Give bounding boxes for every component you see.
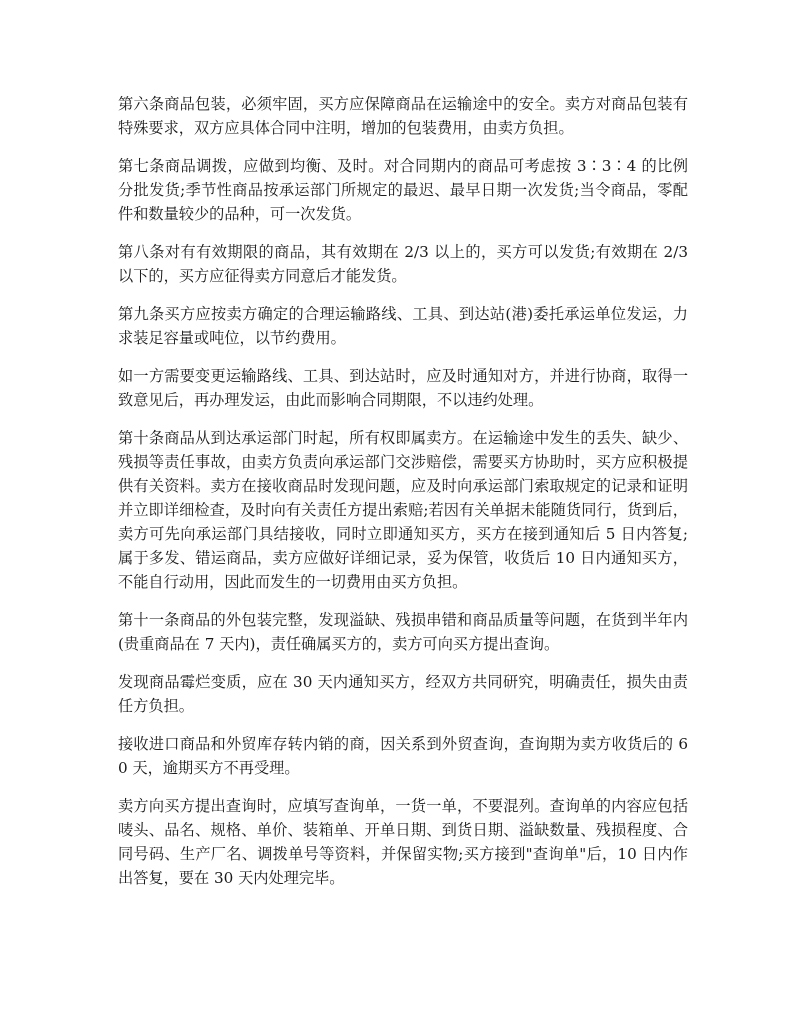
clause-7-allocation: 第七条商品调拨，应做到均衡、及时。对合同期内的商品可考虑按 3∶3∶4 的比例分批发货;季节性商品按承运部门所规定的最迟、最早日期一次发货;当令商品，零配件和数量较少的品种，可一次发货。	[118, 157, 688, 223]
clause-10-ownership: 第十条商品从到达承运部门时起，所有权即属卖方。在运输途中发生的丢失、缺少、残损等责任事故，由卖方负责向承运部门交涉赔偿，需要买方协助时，买方应积极提供有关资料。卖方在接收商品时发现问题，应及时向承运部门索取规定的记录和证明并立即详细检查，及时向有关责任方提出索赔;若因有关单据未能随货同行，货到后，卖方可先向承运部门具结接收，同时立即通知买方，买方在接到通知后 5 日内答复;属于多发、错运商品，卖方应做好详细记录，妥为保管，收货后 10 日内通知买方，不能自行动用，因此而发生的一切费用由买方负担。	[118, 429, 688, 591]
clause-11-inquiry: 第十一条商品的外包装完整，发现溢缺、残损串错和商品质量等问题，在货到半年内(贵重商品在 7 天内)，责任确属买方的，卖方可向买方提出查询。	[118, 611, 688, 653]
inquiry-form-paragraph: 卖方向买方提出查询时，应填写查询单，一货一单，不要混列。查询单的内容应包括唛头、品名、规格、单价、装箱单、开单日期、到货日期、溢缺数量、残损程度、合同号码、生产厂名、调拨单号等资料，并保留实物;买方接到"查询单"后，10 日内作出答复，要在 30 天内处理完毕。	[118, 797, 688, 887]
clause-6-packaging: 第六条商品包装，必须牢固，买方应保障商品在运输途中的安全。卖方对商品包装有特殊要求，双方应具体合同中注明，增加的包装费用，由卖方负担。	[118, 95, 688, 137]
transport-change-paragraph: 如一方需要变更运输路线、工具、到达站时，应及时通知对方，并进行协商，取得一致意见后，再办理发运，由此而影响合同期限，不以违约处理。	[118, 367, 688, 409]
import-goods-paragraph: 接收进口商品和外贸库存转内销的商，因关系到外贸查询，查询期为卖方收货后的 60 天，逾期买方不再受理。	[118, 735, 688, 777]
clause-8-validity: 第八条对有有效期限的商品，其有效期在 2/3 以上的，买方可以发货;有效期在 2/3 以下的，买方应征得卖方同意后才能发货。	[118, 243, 688, 285]
spoilage-paragraph: 发现商品霉烂变质，应在 30 天内通知买方，经双方共同研究，明确责任，损失由责任方负担。	[118, 673, 688, 715]
clause-9-transport: 第九条买方应按卖方确定的合理运输路线、工具、到达站(港)委托承运单位发运，力求装足容量或吨位，以节约费用。	[118, 305, 688, 347]
document-body	[118, 92, 688, 904]
